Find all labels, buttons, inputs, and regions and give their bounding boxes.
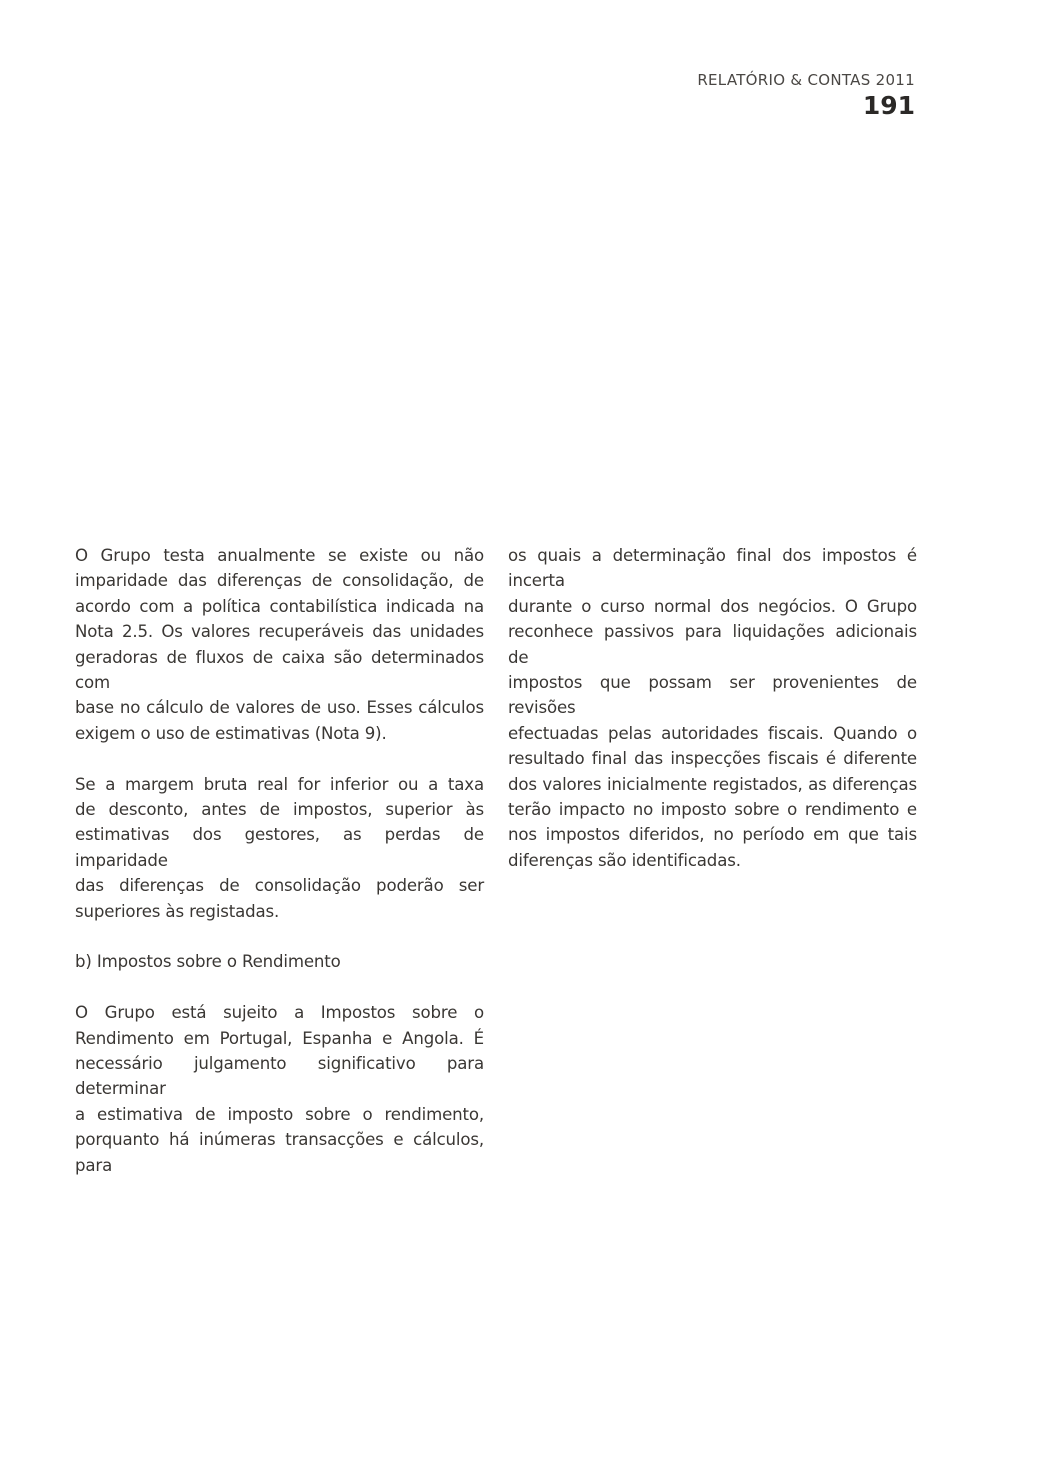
text-line: dos valores inicialmente registados, as diferenças bbox=[508, 774, 917, 794]
heading-text: b) Impostos sobre o Rendimento bbox=[75, 952, 341, 972]
text-line: terão impacto no imposto sobre o rendimento e bbox=[508, 800, 917, 820]
page-header bbox=[697, 70, 915, 121]
paragraph-goodwill-impairment bbox=[75, 543, 484, 746]
text-line: Rendimento em Portugal, Espanha e Angola. É bbox=[75, 1028, 484, 1048]
text-line: superiores às registadas. bbox=[75, 901, 280, 921]
text-line: diferenças são identificadas. bbox=[508, 850, 741, 870]
text-line: resultado final das inspecções fiscais é diferente bbox=[508, 749, 917, 769]
text-line: das diferenças de consolidação poderão ser bbox=[75, 876, 484, 896]
text-line: O Grupo está sujeito a Impostos sobre o bbox=[75, 1003, 484, 1023]
text-line: porquanto há inúmeras transacções e cálculos, para bbox=[75, 1130, 484, 1175]
text-line: a estimativa de imposto sobre o rendimento, bbox=[75, 1104, 484, 1124]
paragraph-income-tax bbox=[75, 1000, 484, 1178]
text-line: efectuadas pelas autoridades fiscais. Quando o bbox=[508, 723, 917, 743]
section-heading-income-tax bbox=[75, 949, 484, 974]
text-line: os quais a determinação final dos impostos é incerta bbox=[508, 546, 917, 591]
paragraph-tax-determination bbox=[508, 543, 917, 873]
text-line: durante o curso normal dos negócios. O Grupo bbox=[508, 596, 917, 616]
text-line: estimativas dos gestores, as perdas de imparidade bbox=[75, 825, 484, 870]
left-text-column bbox=[75, 543, 484, 1178]
paragraph-gross-margin bbox=[75, 772, 484, 924]
text-line: exigem o uso de estimativas (Nota 9). bbox=[75, 723, 387, 743]
text-line: Se a margem bruta real for inferior ou a taxa bbox=[75, 774, 484, 794]
right-text-column bbox=[508, 543, 917, 873]
text-line: necessário julgamento significativo para determinar bbox=[75, 1054, 484, 1099]
text-line: imparidade das diferenças de consolidação, de bbox=[75, 571, 484, 591]
text-line: Nota 2.5. Os valores recuperáveis das unidades bbox=[75, 622, 484, 642]
text-line: impostos que possam ser provenientes de revisões bbox=[508, 673, 917, 718]
text-line: reconhece passivos para liquidações adicionais de bbox=[508, 622, 917, 667]
text-line: geradoras de fluxos de caixa são determinados com bbox=[75, 647, 484, 693]
text-line: de desconto, antes de impostos, superior às bbox=[75, 800, 484, 820]
report-title: RELATÓRIO & CONTAS 2011 bbox=[697, 71, 915, 89]
text-line: acordo com a política contabilística indicada na bbox=[75, 596, 484, 616]
text-line: nos impostos diferidos, no período em que tais bbox=[508, 825, 917, 845]
text-line: O Grupo testa anualmente se existe ou não bbox=[75, 546, 484, 565]
text-line: base no cálculo de valores de uso. Esses cálculos bbox=[75, 698, 484, 718]
page-number: 191 bbox=[862, 91, 915, 120]
